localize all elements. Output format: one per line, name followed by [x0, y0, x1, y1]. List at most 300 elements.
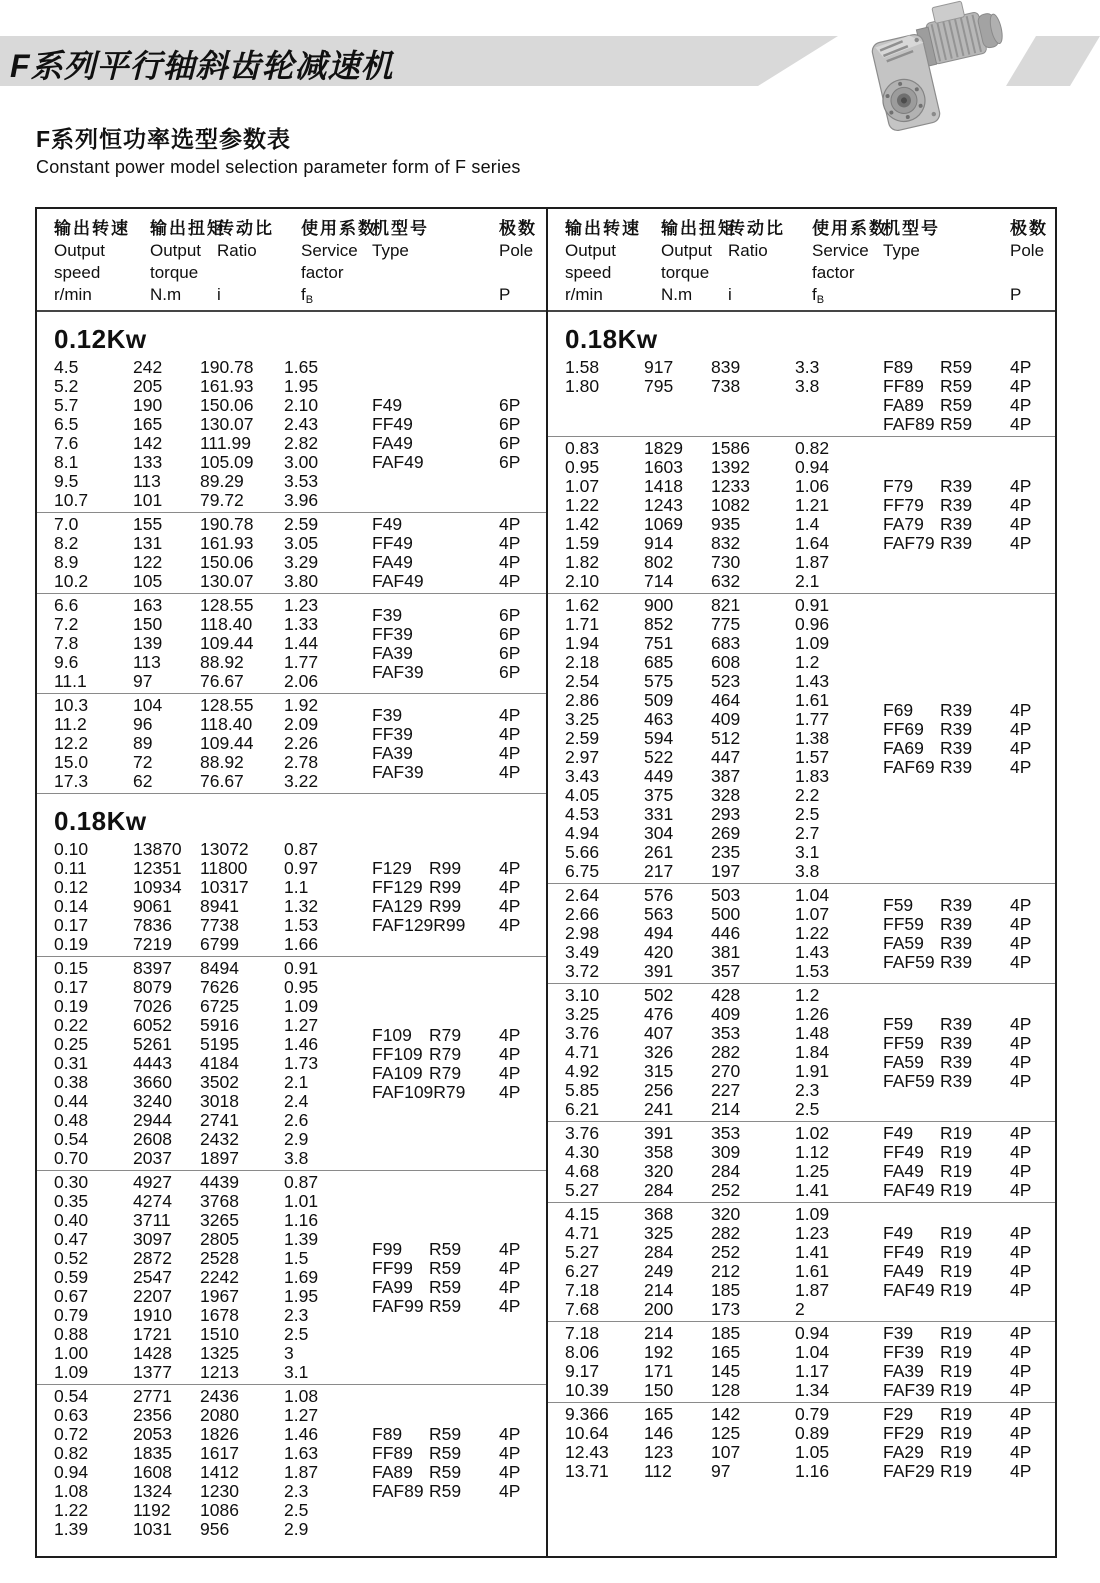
speed-cell: 2.66 [565, 904, 600, 924]
factor-cell: 2.3 [795, 1080, 820, 1100]
ratio-cell: 5195 [200, 1034, 239, 1054]
pole-cell: 4P [1010, 1180, 1032, 1200]
header-label-en: torque [661, 263, 710, 282]
factor-cell: 1.06 [795, 476, 830, 496]
pole-cell: 4P [1010, 699, 1032, 720]
speed-cell: 6.5 [54, 414, 79, 434]
type-entry [883, 1462, 1055, 1481]
speed-cell: 0.59 [54, 1267, 89, 1287]
factor-cell: 2.43 [284, 414, 319, 434]
pole-cell: 4P [1010, 1142, 1032, 1162]
type-entry [883, 377, 1055, 396]
speed-cell: 6.6 [54, 595, 79, 615]
factor-cell: 1.16 [284, 1210, 319, 1230]
speed-cell: 4.68 [565, 1161, 600, 1181]
type-entry [372, 878, 546, 897]
factor-cell: 3.3 [795, 357, 820, 377]
ratio-cell: 13072 [200, 839, 249, 859]
ratio-cell: 125 [711, 1423, 741, 1443]
factor-cell: 1.25 [795, 1161, 830, 1181]
r-series-cell: R79 [429, 1062, 462, 1083]
r-series-cell: R99 [429, 877, 462, 897]
r-series-cell: R19 [940, 1323, 973, 1343]
speed-cell: 0.72 [54, 1424, 89, 1444]
type-entry [372, 534, 546, 553]
empty-space [37, 1541, 546, 1556]
factor-cell: 1.84 [795, 1042, 830, 1062]
torque-cell: 122 [133, 552, 163, 572]
torque-cell: 1031 [133, 1519, 172, 1539]
model-cell: FA79 [883, 514, 924, 534]
pole-cell: 4P [499, 723, 521, 744]
factor-cell: 1.73 [284, 1053, 319, 1073]
factor-cell: 2.4 [284, 1091, 309, 1111]
pole-cell: 4P [499, 761, 521, 782]
factor-cell: 2.7 [795, 823, 820, 843]
header-label-en [883, 262, 940, 284]
speed-cell: 10.39 [565, 1380, 609, 1400]
speed-cell: 10.64 [565, 1423, 609, 1443]
ratio-cell: 130.07 [200, 414, 254, 434]
ratio-cell: 185 [711, 1280, 741, 1300]
ratio-cell: 8941 [200, 896, 239, 916]
factor-cell: 1.66 [284, 934, 319, 954]
r-series-cell: R19 [940, 1142, 973, 1162]
type-entry [372, 572, 546, 591]
speed-cell: 1.07 [565, 476, 600, 496]
ratio-cell: 353 [711, 1023, 741, 1043]
speed-cell: 11.1 [54, 671, 87, 691]
type-entry [883, 1072, 1055, 1091]
torque-cell: 113 [133, 471, 161, 491]
type-entry [372, 744, 546, 763]
r-series-cell: R19 [940, 1404, 973, 1424]
speed-cell: 8.2 [54, 533, 79, 553]
type-entry [372, 1425, 546, 1444]
torque-cell: 133 [133, 452, 163, 472]
speed-cell: 2.98 [565, 923, 600, 943]
factor-cell: 1.63 [284, 1443, 319, 1463]
pole-cell: 4P [499, 1462, 521, 1482]
model-cell: FAF49 [372, 571, 424, 591]
torque-cell: 8079 [133, 977, 172, 997]
r-series-cell: R59 [429, 1424, 462, 1444]
type-entry [372, 1444, 546, 1463]
type-entry [883, 1343, 1055, 1362]
factor-cell: 2 [795, 1299, 805, 1319]
pole-cell: 4P [1010, 1223, 1032, 1243]
speed-cell: 7.8 [54, 633, 79, 653]
speed-cell: 9.17 [565, 1361, 600, 1381]
model-cell: FF39 [372, 723, 413, 744]
speed-cell: 11.2 [54, 714, 87, 734]
model-cell: F129 [372, 858, 412, 878]
factor-cell: 1.83 [795, 766, 830, 786]
pole-cell: 6P [499, 433, 521, 453]
factor-cell: 3.8 [795, 861, 820, 881]
table-group [37, 693, 546, 793]
pole-cell: 4P [1010, 414, 1032, 434]
pole-cell: 6P [499, 642, 521, 663]
ratio-cell: 270 [711, 1061, 741, 1081]
model-cell: FAF59 [883, 1070, 935, 1091]
torque-cell: 205 [133, 376, 163, 396]
factor-cell: 1.95 [284, 376, 319, 396]
model-cell: FA59 [883, 932, 924, 953]
model-cell: FAF29 [883, 1461, 935, 1481]
selection-parameter-table [35, 207, 1057, 1558]
speed-cell: 0.40 [54, 1210, 89, 1230]
pole-cell: 4P [1010, 476, 1032, 496]
ratio-cell: 185 [711, 1323, 741, 1343]
pole-cell: 4P [1010, 1461, 1032, 1481]
torque-cell: 368 [644, 1204, 674, 1224]
header-label-en: Pole [1010, 241, 1045, 260]
type-entry [372, 1026, 546, 1045]
model-cell: FF49 [883, 1242, 924, 1262]
torque-cell: 139 [133, 633, 163, 653]
speed-cell: 7.0 [54, 514, 79, 534]
ratio-cell: 111.99 [200, 433, 251, 453]
ratio-cell: 730 [711, 552, 741, 572]
r-series-cell: R59 [429, 1443, 462, 1463]
ratio-cell: 1392 [711, 457, 750, 477]
ratio-cell: 269 [711, 823, 741, 843]
ratio-cell: 150.06 [200, 552, 254, 572]
type-entry [883, 720, 1055, 739]
ratio-cell: 1230 [200, 1481, 239, 1501]
factor-cell: 1.43 [795, 671, 830, 691]
speed-cell: 1.22 [565, 495, 600, 515]
ratio-cell: 1086 [200, 1500, 239, 1520]
factor-cell: 1.53 [284, 915, 319, 935]
torque-cell: 463 [644, 709, 674, 729]
speed-cell: 9.366 [565, 1404, 609, 1424]
model-cell: FAF49 [372, 452, 424, 472]
factor-cell: 1.33 [284, 614, 319, 634]
torque-cell: 685 [644, 652, 674, 672]
factor-cell: 3.80 [284, 571, 319, 591]
speed-cell: 0.54 [54, 1386, 89, 1406]
type-column [883, 984, 1055, 1121]
factor-cell: 1.46 [284, 1424, 319, 1444]
torque-cell: 449 [644, 766, 674, 786]
pole-cell: 4P [499, 1424, 521, 1444]
type-entry [372, 453, 546, 472]
table-group [548, 356, 1055, 436]
speed-cell: 4.53 [565, 804, 600, 824]
torque-cell: 12351 [133, 858, 182, 878]
pole-cell: 6P [499, 395, 521, 415]
factor-cell: 1.23 [284, 595, 319, 615]
torque-cell: 165 [644, 1404, 674, 1424]
type-entry [372, 1259, 546, 1278]
speed-cell: 1.39 [54, 1519, 89, 1539]
torque-cell: 214 [644, 1280, 674, 1300]
speed-cell: 0.14 [54, 896, 89, 916]
r-series-cell: R39 [940, 737, 973, 758]
factor-cell: 2.10 [284, 395, 319, 415]
torque-cell: 97 [133, 671, 153, 691]
header-label-zh: 传动比 [217, 219, 274, 238]
type-column [883, 1322, 1055, 1402]
header-column [728, 218, 785, 306]
factor-cell: 1.87 [795, 552, 830, 572]
header-column [1010, 218, 1048, 306]
model-cell: FA49 [883, 1161, 924, 1181]
r-series-cell: R79 [433, 1081, 466, 1102]
pole-cell: 4P [499, 533, 521, 553]
speed-cell: 5.7 [54, 395, 79, 415]
pole-cell: 6P [499, 452, 521, 472]
model-cell: F59 [883, 894, 914, 915]
ratio-cell: 173 [711, 1299, 741, 1319]
ratio-cell: 107 [711, 1442, 741, 1462]
ratio-cell: 821 [711, 595, 741, 615]
speed-cell: 0.79 [54, 1305, 89, 1325]
torque-cell: 494 [644, 923, 674, 943]
pole-cell: 4P [1010, 1013, 1032, 1034]
factor-cell: 1.08 [284, 1386, 319, 1406]
ratio-cell: 1967 [200, 1286, 239, 1306]
table-group [548, 983, 1055, 1121]
header-label-en: Pole [499, 241, 534, 260]
r-series-cell: R59 [429, 1295, 462, 1316]
pole-cell: 4P [1010, 1161, 1032, 1181]
model-cell: F79 [883, 476, 914, 496]
type-column [372, 957, 546, 1170]
gear-motor-image [848, 0, 1023, 135]
factor-cell: 1.05 [795, 1442, 830, 1462]
r-series-cell: R39 [940, 913, 973, 934]
pole-cell: 4P [1010, 737, 1032, 758]
ratio-cell: 109.44 [200, 733, 254, 753]
r-series-cell: R59 [940, 376, 973, 396]
type-entry [883, 415, 1055, 434]
speed-cell: 1.58 [565, 357, 600, 377]
header-unit: P [1010, 285, 1022, 304]
speed-cell: 0.67 [54, 1286, 89, 1306]
factor-cell: 1.87 [284, 1462, 319, 1482]
pole-cell: 4P [1010, 1242, 1032, 1262]
factor-cell: 2.3 [284, 1305, 309, 1325]
ratio-cell: 109.44 [200, 633, 254, 653]
pole-cell: 4P [1010, 1070, 1032, 1091]
factor-cell: 0.94 [795, 457, 830, 477]
factor-cell: 1.27 [284, 1405, 319, 1425]
torque-cell: 3711 [133, 1210, 171, 1230]
speed-cell: 0.11 [54, 858, 87, 878]
speed-cell: 5.66 [565, 842, 600, 862]
ratio-cell: 150.06 [200, 395, 254, 415]
r-series-cell: R39 [940, 951, 973, 972]
r-series-cell: R39 [940, 514, 973, 534]
type-entry [372, 763, 546, 782]
torque-cell: 96 [133, 714, 153, 734]
factor-cell: 1.2 [795, 985, 820, 1005]
r-series-cell: R39 [940, 699, 973, 720]
r-series-cell: R39 [940, 894, 973, 915]
factor-cell: 1.61 [795, 690, 830, 710]
torque-cell: 852 [644, 614, 674, 634]
model-cell: F49 [372, 514, 403, 534]
speed-cell: 8.1 [54, 452, 79, 472]
ratio-cell: 3265 [200, 1210, 239, 1230]
speed-cell: 6.21 [565, 1099, 600, 1119]
pole-cell: 4P [1010, 1361, 1032, 1381]
speed-cell: 0.47 [54, 1229, 89, 1249]
r-series-cell: R39 [940, 1070, 973, 1091]
header-label-en: factor [812, 263, 855, 282]
header-label-en: torque [150, 263, 199, 282]
ratio-cell: 5916 [200, 1015, 239, 1035]
speed-cell: 0.22 [54, 1015, 89, 1035]
factor-cell: 2.5 [284, 1500, 309, 1520]
torque-cell: 155 [133, 514, 163, 534]
header-unit: r/min [565, 285, 603, 304]
model-cell: F49 [883, 1223, 914, 1243]
torque-cell: 171 [644, 1361, 674, 1381]
speed-cell: 4.15 [565, 1204, 600, 1224]
power-section-label [37, 312, 546, 356]
torque-cell: 2944 [133, 1110, 172, 1130]
header-column [54, 218, 130, 306]
speed-cell: 1.42 [565, 514, 600, 534]
type-column [883, 1203, 1055, 1321]
torque-cell: 1243 [644, 495, 683, 515]
factor-cell: 0.91 [284, 958, 319, 978]
model-cell: F39 [372, 704, 403, 725]
ratio-cell: 409 [711, 709, 741, 729]
speed-cell: 2.59 [565, 728, 600, 748]
ratio-cell: 197 [711, 861, 741, 881]
model-cell: F49 [883, 1123, 914, 1143]
header-label-en: Output [150, 241, 202, 260]
type-column [372, 513, 546, 593]
r-series-cell: R59 [429, 1276, 462, 1297]
ratio-cell: 353 [711, 1123, 741, 1143]
model-cell: F39 [883, 1323, 914, 1343]
type-entry [372, 663, 546, 682]
speed-cell: 15.0 [54, 752, 89, 772]
ratio-cell: 145 [711, 1361, 741, 1381]
speed-cell: 2.97 [565, 747, 600, 767]
type-entry [372, 859, 546, 878]
ratio-cell: 252 [711, 1242, 741, 1262]
model-cell: FF39 [372, 623, 413, 644]
type-entry [883, 1262, 1055, 1281]
type-entry [372, 1297, 546, 1316]
speed-cell: 1.22 [54, 1500, 89, 1520]
header-label-en: Ratio [728, 241, 768, 260]
ratio-cell: 6799 [200, 934, 239, 954]
type-entry [883, 1181, 1055, 1200]
torque-cell: 751 [644, 633, 674, 653]
ratio-cell: 1213 [200, 1362, 239, 1382]
table-group [548, 1321, 1055, 1402]
torque-cell: 1377 [133, 1362, 172, 1382]
ratio-cell: 161.93 [200, 533, 254, 553]
speed-cell: 0.25 [54, 1034, 89, 1054]
factor-cell: 0.87 [284, 1172, 319, 1192]
type-entry [883, 1053, 1055, 1072]
model-cell: F99 [372, 1238, 403, 1259]
type-entry [883, 496, 1055, 515]
speed-cell: 4.71 [565, 1223, 600, 1243]
ratio-cell: 357 [711, 961, 741, 981]
factor-cell: 1.46 [284, 1034, 319, 1054]
type-entry [883, 1362, 1055, 1381]
pole-cell: 4P [499, 896, 521, 916]
header-label-en: Service [812, 241, 869, 260]
torque-cell: 795 [644, 376, 674, 396]
type-entry [883, 1162, 1055, 1181]
model-cell: FAF39 [372, 761, 424, 782]
type-entry [372, 434, 546, 453]
model-cell: F89 [372, 1424, 403, 1444]
model-cell: FF109 [372, 1043, 423, 1064]
header-label-en: Service [301, 241, 358, 260]
header-label-en: Output [54, 241, 106, 260]
torque-cell: 325 [644, 1223, 674, 1243]
factor-cell: 1.4 [795, 514, 820, 534]
header-column [883, 218, 940, 306]
ratio-cell: 500 [711, 904, 741, 924]
r-series-cell: R19 [940, 1261, 973, 1281]
header-unit: N.m [661, 285, 693, 304]
pole-cell: 4P [1010, 1342, 1032, 1362]
r-series-cell: R39 [940, 756, 973, 777]
torque-cell: 1428 [133, 1343, 172, 1363]
speed-cell: 3.25 [565, 1004, 600, 1024]
factor-cell: 1.64 [795, 533, 830, 553]
ratio-cell: 214 [711, 1099, 741, 1119]
speed-cell: 9.6 [54, 652, 79, 672]
speed-cell: 17.3 [54, 771, 89, 791]
ratio-cell: 2436 [200, 1386, 239, 1406]
type-entry [372, 897, 546, 916]
header-label-en [217, 262, 274, 284]
ratio-cell: 284 [711, 1161, 741, 1181]
ratio-cell: 309 [711, 1142, 741, 1162]
factor-cell: 2.1 [795, 571, 820, 591]
type-entry [372, 1045, 546, 1064]
type-entry [883, 1143, 1055, 1162]
factor-cell: 0.91 [795, 595, 830, 615]
ratio-cell: 6725 [200, 996, 239, 1016]
ratio-cell: 1678 [200, 1305, 239, 1325]
pole-cell: 4P [499, 877, 521, 897]
factor-cell: 1.09 [795, 1204, 830, 1224]
speed-cell: 8.06 [565, 1342, 600, 1362]
pole-cell: 4P [1010, 1280, 1032, 1300]
speed-cell: 0.44 [54, 1091, 89, 1111]
factor-cell: 2.9 [284, 1519, 309, 1539]
pole-cell: 4P [499, 1043, 521, 1064]
r-series-cell: R99 [429, 896, 462, 916]
factor-cell: 3.22 [284, 771, 319, 791]
table-group [548, 1402, 1055, 1483]
pole-cell: 4P [1010, 376, 1032, 396]
type-entry [372, 1482, 546, 1501]
factor-cell: 2.6 [284, 1110, 309, 1130]
torque-cell: 192 [644, 1342, 674, 1362]
speed-cell: 1.00 [54, 1343, 89, 1363]
factor-cell: 1.21 [795, 495, 830, 515]
factor-cell: 3.8 [284, 1148, 309, 1168]
table-group [37, 1384, 546, 1541]
type-entry [883, 953, 1055, 972]
